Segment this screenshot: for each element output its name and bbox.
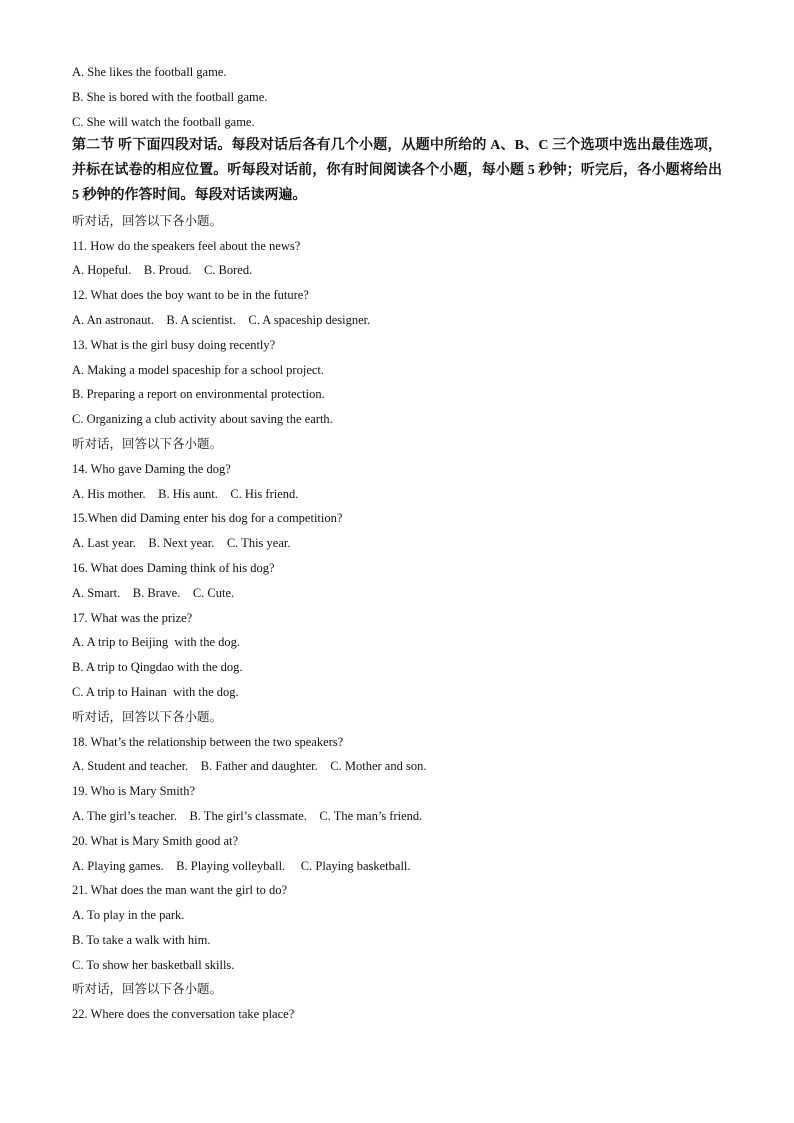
option-line: A. An astronaut. B. A scientist. C. A spaceship designer. [72, 312, 371, 327]
option-line: B. Preparing a report on environmental protection. [72, 387, 325, 402]
option-line: A. Hopeful. B. Proud. C. Bored. [72, 263, 253, 278]
dialogue-block-2 [72, 457, 722, 705]
option-line: B. She is bored with the football game. [72, 89, 268, 104]
options-previous-question [72, 60, 722, 134]
question-line: 16. What does Daming think of his dog? [72, 560, 275, 575]
option-line: B. To take a walk with him. [72, 932, 211, 947]
option-line: C. Organizing a club activity about saving the earth. [72, 412, 333, 427]
option-line: A. Student and teacher. B. Father and daughter. C. Mother and son. [72, 759, 427, 774]
option-line: A. A trip to Beijing with the dog. [72, 635, 241, 650]
option-line: C. She will watch the football game. [72, 114, 255, 129]
question-line: 14. Who gave Daming the dog? [72, 461, 231, 476]
question-line: 11. How do the speakers feel about the news? [72, 238, 301, 253]
question-line: 20. What is Mary Smith good at? [72, 833, 239, 848]
option-line: A. His mother. B. His aunt. C. His friend. [72, 486, 299, 501]
dialogue-intro: 听对话，回答以下各小题。 [72, 708, 223, 724]
dialogue-intro: 听对话，回答以下各小题。 [72, 981, 223, 997]
option-line: A. To play in the park. [72, 908, 185, 923]
question-line: 13. What is the girl busy doing recently? [72, 337, 276, 352]
question-line: 12. What does the boy want to be in the future? [72, 288, 309, 303]
dialogue-block-3 [72, 730, 722, 978]
question-line: 22. Where does the conversation take place? [72, 1007, 295, 1022]
dialogue-intro: 听对话，回答以下各小题。 [72, 212, 223, 228]
option-line: C. A trip to Hainan with the dog. [72, 684, 239, 699]
option-line: A. Smart. B. Brave. C. Cute. [72, 585, 235, 600]
section-heading: 第二节 听下面四段对话。每段对话后各有几个小题，从题中所给的 A、B、C 三个选项中选出最佳选项，并标在试卷的相应位置。听每段对话前，你有时间阅读各个小题，每小题 5 秒钟；听完后，各小题将给出 5 秒钟的作答时间。每段对话读两遍。 [72, 138, 722, 203]
question-line: 17. What was the prize? [72, 610, 193, 625]
question-line: 15.When did Daming enter his dog for a competition? [72, 511, 343, 526]
option-line: C. To show her basketball skills. [72, 957, 235, 972]
dialogue-block-4 [72, 1002, 722, 1027]
option-line: A. Last year. B. Next year. C. This year. [72, 536, 291, 551]
dialogue-intro: 听对话，回答以下各小题。 [72, 435, 223, 451]
exam-page [72, 60, 722, 1027]
question-line: 21. What does the man want the girl to do? [72, 883, 287, 898]
option-line: A. She likes the football game. [72, 65, 227, 79]
option-line: A. Playing games. B. Playing volleyball. C. Playing basketball. [72, 858, 411, 873]
question-line: 19. Who is Mary Smith? [72, 784, 196, 799]
question-line: 18. What’s the relationship between the two speakers? [72, 734, 344, 749]
option-line: A. The girl’s teacher. B. The girl’s classmate. C. The man’s friend. [72, 808, 423, 823]
dialogue-block-1 [72, 234, 722, 432]
option-line: B. A trip to Qingdao with the dog. [72, 660, 243, 675]
option-line: A. Making a model spaceship for a school project. [72, 362, 325, 377]
